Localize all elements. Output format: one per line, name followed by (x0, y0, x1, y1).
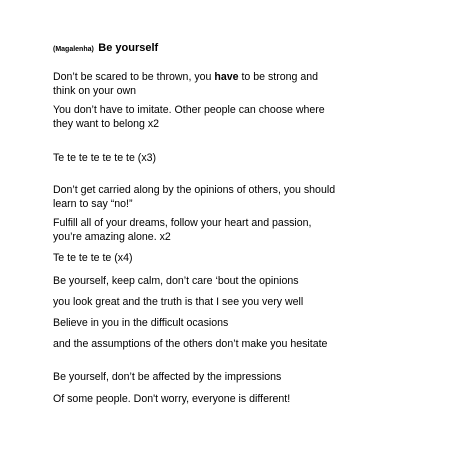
lyric-line: Be yourself, keep calm, don’t care ‘bout the opinions (53, 275, 299, 287)
lyric-line: Believe in you in the difficult ocasions (53, 317, 229, 329)
lyric-line: learn to say “no!” (53, 198, 133, 210)
artist-name: (Magalenha) (53, 46, 94, 53)
lyric-line: they want to belong x2 (53, 118, 160, 130)
lyric-line: Don’t be scared to be thrown, you have to be strong and (53, 71, 319, 83)
lyric-line: Te te te te te te te (x3) (53, 152, 157, 164)
lyric-line: Te te te te te (x4) (53, 252, 133, 264)
lyric-line: Of some people. Don't worry, everyone is different! (53, 393, 291, 405)
lyric-line: you’re amazing alone. x2 (53, 231, 171, 243)
lyric-line: Fulfill all of your dreams, follow your heart and passion, (53, 217, 312, 229)
lyric-line: Don’t get carried along by the opinions of others, you should (53, 184, 336, 196)
lyric-line: You don’t have to imitate. Other people can choose where (53, 104, 325, 116)
song-name: Be yourself (98, 42, 159, 54)
lyric-line: and the assumptions of the others don’t make you hesitate (53, 338, 328, 350)
lyric-line: Be yourself, don’t be affected by the impressions (53, 371, 282, 383)
song-title (53, 38, 158, 56)
lyric-line: think on your own (53, 85, 137, 97)
emphasis-text: have (214, 71, 239, 83)
lyric-line: you look great and the truth is that I see you very well (53, 296, 304, 308)
